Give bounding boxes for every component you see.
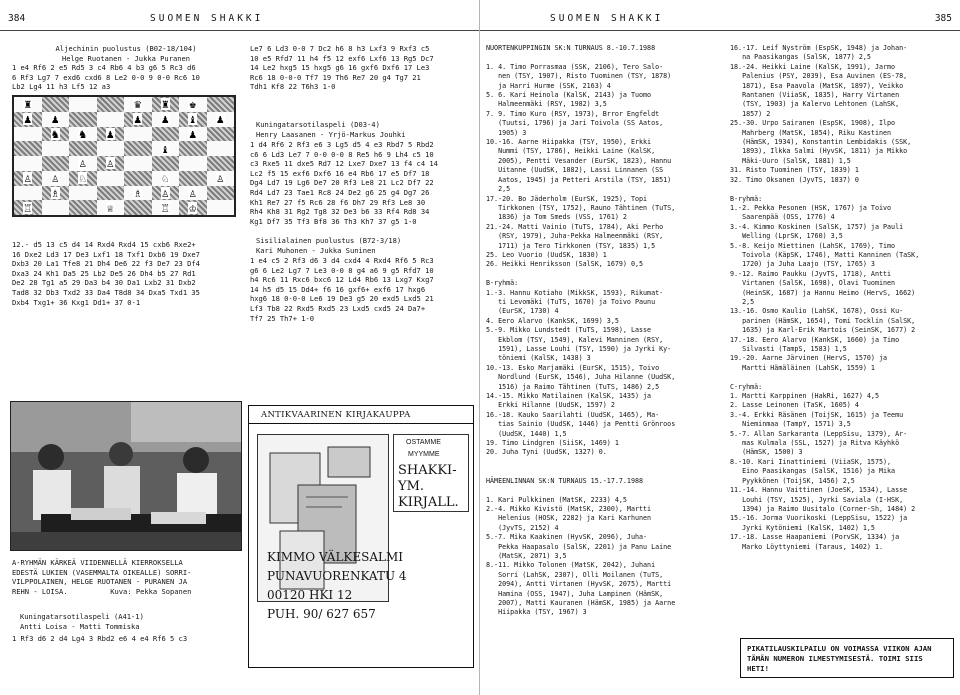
- board-square: [69, 156, 97, 171]
- advert-phone: PUH. 90/ 627 657: [267, 607, 376, 621]
- board-square: [124, 171, 152, 186]
- page-number-left: 384: [8, 13, 26, 24]
- board-square: [207, 97, 235, 112]
- board-square: [97, 141, 125, 156]
- advert-owner: KIMMO VÄLKESALMI: [267, 550, 404, 564]
- results-column-1: NUORTENKUPPINGIN SK:N TURNAUS 8.-10.7.1988 1. 4. Timo Porrasmaa (SSK, 2106), Tero Salo- nen (TSY, 1907), Risto Tuominen (TSY, 1878) ja Harri Hurme (SSK, 2163) 4 5. 6. Kari Heinola (KalSK, 2143) ja Tuomo Halmeenmäki (RSY, 1982) 3,5 7. 9. Timo Kuro (RSY, 1973), Brror Engfeldt (Tuutsi, 1796) ja Jari Toivola (SS Aatos, 1905) 3 10.-16. Aarne Hiipakka (TSY, 1950), Erkki Nummi (TSY, 1786), Heikki Laine (KalSK, 2005), Pentti Vesander (EurSK, 1823), Hannu Uitanne (UudSK, 1882), Lassi Linnanen (SS Aatos, 1945) ja Petteri Arstila (TSY, 1851) 2,5 17.-20. Bo Jäderholm (EurSK, 1925), Topi Tirkkonen (TSY, 1752), Rauno Tähtinen (TuTS, 1836) ja Tom Smeds (VSS, 1761) 2 21.-24. Matti Vainio (TuTS, 1784), Aki Perho (RSY, 1979), Juha-Pekka Halmeenmäki (RSY, 1711) ja Tero Tirkkonen (TSY, 1835) 1,5 25. Leo Vuorio (UudSK, 1830) 1 26. Heikki Henriksson (SalSK, 1679) 0,5 B-ryhmä: 1.-3. Hannu Kotiaho (MikkSK, 1593), Rikumat- ti Levomäki (TuTS, 1670) ja Toivo Paunu (EurSK, 1730) 4 4. Eero Alarvo (KankSK, 1699) 3,5 5.-9. Mikko Lundstedt (TuTS, 1598), Lasse Ekblom (TSY, 1549), Kalevi Manninen (RSY, 1591), Lasse Louhi (TSY, 1590) ja Jyrki Ky- töniemi (KalSK, 1438) 3 10.-13. Esko Marjamäki (EurSK, 1515), Toivo Nordlund (EurSK, 1546), Juha Hilanne (UudSK, 1516) ja Raimo Tähtinen (TuTS, 1486) 2,5 14.-15. Mikko Matilainen (KalSK, 1435) ja Erkki Hilanne (UudSK, 1597) 2 16.-18. Kauko Saarilahti (UudSK, 1465), Ma- tias Sainio (UudSK, 1446) ja Pentti Grönroos (UudSK, 1440) 1,5 19. Timo Lindgren (SiiSK, 1469) 1 20. Juha Tyni (UudSK, 1327) 0. HÄMEENLINNAN SK:N TURNAUS 15.-17.7.1988 1. Kari Pulkkinen (MatSK, 2233) 4,5 2.-4. Mikko Kivistö (MatSK, 2300), Martti Helenius (HOSK, 2282) ja Kari Karhunen (JyvTS, 2152) 4 5.-7. Mika Kaakinen (HyvSK, 2096), Juha- Pekka Haapasalo (SalSK, 2201) ja Panu Laine (MatSK, 2071) 3,5 8.-11. Mikko Tolonen (MatSK, 2042), Juhani Sorri (LahSK, 2307), Olli Moilanen (TuTS, 2094), Antti Virtanen (HyvSK, 2075), Martti Hamina (OSS, 1947), Juha Lampinen (HämSK, 2007), Matti Kauranen (HämSK, 1985) ja Aarne Hiipakka (TSY, 1967) 3: [486, 44, 676, 617]
- board-square: [207, 200, 235, 215]
- right-page: [480, 0, 960, 695]
- page-number-right: 385: [934, 13, 952, 24]
- board-square: [152, 112, 180, 127]
- board-square: [97, 171, 125, 186]
- header-title-right: SUOMEN SHAKKI: [550, 13, 664, 24]
- game1-moves: 1 e4 Rf6 2 e5 Rd5 3 c4 Rb6 4 b3 g6 5 Rc3 d6 6 Rf3 Lg7 7 exd6 cxd6 8 Le2 0-0 9 0-0 Rc6 10 Lb2 Lg4 11 h3 Lf5 12 a3: [12, 63, 200, 92]
- board-square: [42, 112, 70, 127]
- sign-line-buy: OSTAMME: [406, 439, 441, 446]
- game2-heading: Kuningatarsotilaspeli (A41-1) Antti Loisa - Matti Tommiska: [20, 612, 144, 631]
- board-square: [42, 186, 70, 201]
- board-square: [179, 112, 207, 127]
- chess-piece: ♞: [51, 126, 59, 141]
- header-title-left: SUOMEN SHAKKI: [150, 13, 264, 24]
- board-square: [179, 171, 207, 186]
- results-column-2: 16.-17. Leif Nyström (EspSK, 1948) ja Johan- na Paasikangas (SalSK, 1877) 2,5 18.-24. Heikki Laine (KalSK, 1991), Jarmo Palenius (PSY, 2039), Esa Auvinen (ES-78, 1871), Esa Paavola (MatSK, 1897), Veikko Rantanen (ViiaSK, 1835), Harry Virtanen (TSY, 1903) ja Kalervo Lehtonen (LahSK, 1857) 2 25.-30. Urpo Sairanen (EspSK, 1908), Ilpo Mahrberg (MatSK, 1854), Riku Kastinen (HämSK, 1934), Konstantin Lembidakis (SSK, 1893), Ilkka Salmi (HyvSK, 1811) ja Mikko Mäki-Uuro (SalSK, 1881) 1,5 31. Risto Tuominen (TSY, 1839) 1 32. Timo Oksanen (JyvTS, 1837) 0 B-ryhmä: 1.-2. Pekka Pesonen (HSK, 1767) ja Toivo Saarenpää (OSS, 1776) 4 3.-4. Kimmo Koskinen (SalSK, 1757) ja Pauli Welling (LprSK, 1760) 3,5 5.-8. Keijo Miettinen (LahSK, 1769), Timo Toivola (KäpSK, 1746), Matti Kanninen (TaSK, 1720) ja Juha Laajo (TSY, 1765) 3 9.-12. Raimo Paukku (JyvTS, 1718), Antti Virtanen (SalSK, 1698), Olavi Tuominen (HeinSK, 1687) ja Hannu Heimo (HervS, 1662) 2,5 13.-16. Osmo Kaulio (LahSK, 1678), Ossi Ku- parinen (HämSK, 1654), Tomi Tocklin (SalSK, 1635) ja Karl-Erik Martois (SeinSK, 1677) 2 17.-18. Eero Alarvo (KankSK, 1660) ja Timo Silvasti (TampS, 1583) 1,5 19.-20. Aarne Järvinen (HervS, 1570) ja Martti Hämäläinen (LahSK, 1559) 1 C-ryhmä: 1. Martti Karppinen (HakRi, 1627) 4,5 2. Lasse Leinonen (TaSK, 1605) 4 3.-4. Erkki Räsänen (ToijSK, 1615) ja Teemu Nieminmaa (TampY, 1571) 3,5 5.-7. Allan Sarkaranta (LeppSisu, 1379), Ar- mas Kulmala (SSL, 1527) ja Ritva Käyhkö (HämSK, 1500) 3 8.-10. Kari Iinattiniemi (ViiaSK, 1575), Eino Paasikangas (SalSK, 1516) ja Mika Pyykkönen (ToijSK, 1456) 2,5 11.-14. Hannu Vaittinen (JoeSK, 1534), Lasse Louhi (TSY, 1525), Jyrki Saviala (I-HSK, 1394) ja Raimo Uusitalo (Corner-Sh, 1484) 2 15.-16. Jorma Vuorikoski (LeppSisu, 1522) ja Jyrki Kytöniemi (KalSK, 1402) 1,5 17.-18. Lasse Haapaniemi (PorvSK, 1334) ja Marko Löyttyniemi (Taraus, 1402) 1.: [730, 44, 920, 551]
- board-square: [69, 186, 97, 201]
- board-square: [14, 186, 42, 201]
- board-square: [152, 186, 180, 201]
- chess-piece: ♝: [161, 141, 169, 156]
- board-square: [69, 141, 97, 156]
- chess-piece: ♟: [189, 126, 197, 141]
- chess-piece: ♔: [189, 200, 197, 215]
- game3-moves: 1 d4 Rf6 2 Rf3 e6 3 Lg5 d5 4 e3 Rbd7 5 Rbd2 c6 6 Ld3 Le7 7 0-0 0-0 8 Re5 h6 9 Lh4 c5 10 c3 Rxe5 11 dxe5 Rd7 12 Lxe7 Dxe7 13 f4 c4 14 Lc2 f5 15 exf6 Dxf6 16 e4 Rb6 17 e5 Df7 18 Dg4 Ld7 19 Lg6 De7 20 Rf3 Le8 21 Lc2 Df7 22 Rd4 Ld7 23 Tae1 Rc8 24 De2 g6 25 g4 Dg7 26 Kh1 Re7 27 f5 Rc6 28 f6 Dh7 29 Rf3 Le8 30 Rh4 Kh8 31 Rg2 Tg8 32 De3 b6 33 Rf4 Rd8 34 Kg1 Df7 35 Tf3 Bf8 36 Th3 Kh7 37 g5 1-0: [250, 140, 438, 226]
- chess-piece: ♖: [24, 200, 32, 215]
- board-square: [97, 127, 125, 142]
- board-square: [152, 171, 180, 186]
- chess-piece: ♕: [106, 200, 114, 215]
- chess-piece: ♙: [106, 156, 114, 171]
- sign-line-sell: MYYMME: [408, 451, 440, 458]
- photo-image: [11, 402, 242, 551]
- game1-heading: Aljechinin puolustus (B02-18/104) Helge Ruotanen - Jukka Puranen: [55, 44, 197, 63]
- board-square: [42, 156, 70, 171]
- board-square: [97, 186, 125, 201]
- sign-big-1: SHAKKI-: [398, 463, 457, 478]
- game4-heading: Sisilialainen puolustus (B72-3/18) Kari Muhonen - Jukka Suninen: [256, 236, 402, 255]
- chess-piece: ♙: [216, 171, 224, 186]
- chess-piece: ♟: [134, 112, 142, 127]
- board-square: [179, 200, 207, 215]
- advert-divider: [249, 423, 473, 424]
- game2-moves-continued: Le7 6 Ld3 0-0 7 Dc2 h6 8 h3 Lxf3 9 Rxf3 c5 10 e5 Rfd7 11 h4 f5 12 exf6 Lxf6 13 Rg5 Dc7 14 Le2 hxg5 15 hxg5 g6 16 gxf6 Dxf6 17 Le3 Rc6 18 0-0-0 Tf7 19 Th6 Re7 20 g4 Tg7 21 Tdh1 Kf8 22 T6h3 1-0: [250, 44, 434, 92]
- board-square: [14, 97, 42, 112]
- chess-piece: ♘: [79, 171, 87, 186]
- chess-piece: ♟: [51, 112, 59, 127]
- board-square: [42, 127, 70, 142]
- board-square: [42, 200, 70, 215]
- chess-piece: ♙: [51, 171, 59, 186]
- chess-piece: ♙: [79, 156, 87, 171]
- game3-heading: Kuningatarsotilaspeli (D03-4) Henry Laasanen - Yrjö-Markus Jouhki: [256, 120, 406, 139]
- advert-postcode: 00120 HKI 12: [267, 588, 353, 602]
- board-square: [179, 127, 207, 142]
- board-square: [14, 156, 42, 171]
- board-square: [124, 141, 152, 156]
- board-square: [124, 112, 152, 127]
- chess-diagram: [12, 95, 236, 217]
- board-square: [207, 112, 235, 127]
- chess-piece: ♙: [161, 185, 169, 200]
- board-square: [179, 97, 207, 112]
- chess-piece: ♟: [161, 112, 169, 127]
- board-square: [179, 156, 207, 171]
- board-square: [69, 112, 97, 127]
- chess-piece: ♙: [24, 171, 32, 186]
- board-square: [97, 97, 125, 112]
- chess-piece: ♖: [161, 200, 169, 215]
- board-square: [69, 171, 97, 186]
- sign-big-3: KIRJALL.: [398, 495, 459, 510]
- chess-piece: ♜: [161, 97, 169, 112]
- tournament-photo: [10, 401, 242, 551]
- board-square: [14, 200, 42, 215]
- chess-piece: ♝: [189, 112, 197, 127]
- board-square: [207, 186, 235, 201]
- board-square: [124, 97, 152, 112]
- board-square: [152, 97, 180, 112]
- board-square: [124, 200, 152, 215]
- board-square: [152, 141, 180, 156]
- right-page-header: [480, 5, 960, 31]
- notice-box: PIKATILAUSKILPAILU ON VOIMASSA VIIKON AJAN TÄMÄN NUMERON ILMESTYMISESTÄ. TOIMI SIIS HETI!: [740, 638, 954, 678]
- chess-piece: ♟: [216, 112, 224, 127]
- board-square: [42, 171, 70, 186]
- sign-big-2: YM.: [398, 479, 425, 494]
- board-square: [97, 156, 125, 171]
- board-square: [179, 186, 207, 201]
- chess-piece: ♗: [134, 185, 142, 200]
- chess-piece: ♛: [134, 97, 142, 112]
- advert-street: PUNAVUORENKATU 4: [267, 569, 407, 583]
- chess-piece: ♞: [79, 126, 87, 141]
- board-square: [14, 171, 42, 186]
- left-page-header: [0, 5, 479, 31]
- chess-piece: ♙: [189, 185, 197, 200]
- board-square: [69, 97, 97, 112]
- chess-piece: ♟: [106, 126, 114, 141]
- board-square: [207, 141, 235, 156]
- photo-caption: A-RYHMÄN KÄRKEÄ VIIDENNELLÄ KIERROKSELLA EDESTÄ LUKIEN (VASEMMALTA OIKEALLE) SORRI- VILPPOLAINEN, HELGE RUOTANEN - PURANEN JA REHN - LOISA. Kuva: Pekka Sopanen: [12, 558, 192, 596]
- board-square: [179, 141, 207, 156]
- board-square: [207, 127, 235, 142]
- board-square: [152, 200, 180, 215]
- board-square: [207, 156, 235, 171]
- board-square: [152, 156, 180, 171]
- advert-banner: ANTIKVAARINEN KIRJAKAUPPA: [261, 410, 411, 420]
- board-square: [97, 200, 125, 215]
- board-square: [152, 127, 180, 142]
- bookshop-advert: [248, 405, 474, 668]
- board-square: [14, 127, 42, 142]
- board-square: [69, 200, 97, 215]
- chess-piece: ♗: [51, 185, 59, 200]
- board-square: [42, 141, 70, 156]
- chess-piece: ♘: [161, 171, 169, 186]
- chess-piece: ♜: [24, 97, 32, 112]
- advert-sign: [393, 434, 469, 512]
- chess-piece: ♟: [24, 112, 32, 127]
- game1-continuation: 12.- d5 13 c5 d4 14 Rxd4 Rxd4 15 cxb6 Rxe2+ 16 Dxe2 Ld3 17 De3 Lxf1 18 Txf1 Dxb6 19 Dxe7 Dxb3 20 La1 Tfe8 21 Dh4 De6 22 f3 De7 23 Df4 Dxa3 24 Kh1 Da5 25 Lb2 De5 26 Dh4 b5 27 Rd1 De2 28 Tg1 a5 29 Da3 b4 30 Da1 Lxb2 31 Dxb2 Tad8 32 Db3 Txd2 33 Da4 T8d8 34 Dxa5 Txd1 35 Dxb4 Txg1+ 36 Kxg1 Dd1+ 37 0-1: [12, 240, 200, 307]
- board-square: [69, 127, 97, 142]
- board-square: [124, 186, 152, 201]
- board-square: [14, 141, 42, 156]
- board-square: [97, 112, 125, 127]
- game4-moves: 1 e4 c5 2 Rf3 d6 3 d4 cxd4 4 Rxd4 Rf6 5 Rc3 g6 6 Le2 Lg7 7 Le3 0-0 8 g4 a6 9 g5 Rfd7 10 h4 Rc6 11 Rxc6 bxc6 12 Ld4 Rb6 13 Lxg7 Kxg7 14 h5 d5 15 Dd4+ f6 16 gxf6+ exf6 17 hxg6 hxg6 18 0-0-0 Le6 19 De3 g5 20 exd5 Lxd5 21 Lf3 Tb8 22 Rxd5 Rxd5 23 Lxd5 cxd5 24 Da7+ Tf7 25 Th7+ 1-0: [250, 256, 434, 323]
- board-square: [14, 112, 42, 127]
- chess-piece: ♚: [189, 97, 197, 112]
- board-square: [124, 156, 152, 171]
- board-square: [207, 171, 235, 186]
- board-square: [42, 97, 70, 112]
- game2-moves: 1 Rf3 d6 2 d4 Lg4 3 Rbd2 e6 4 e4 Rf6 5 c3: [12, 634, 188, 643]
- board-square: [124, 127, 152, 142]
